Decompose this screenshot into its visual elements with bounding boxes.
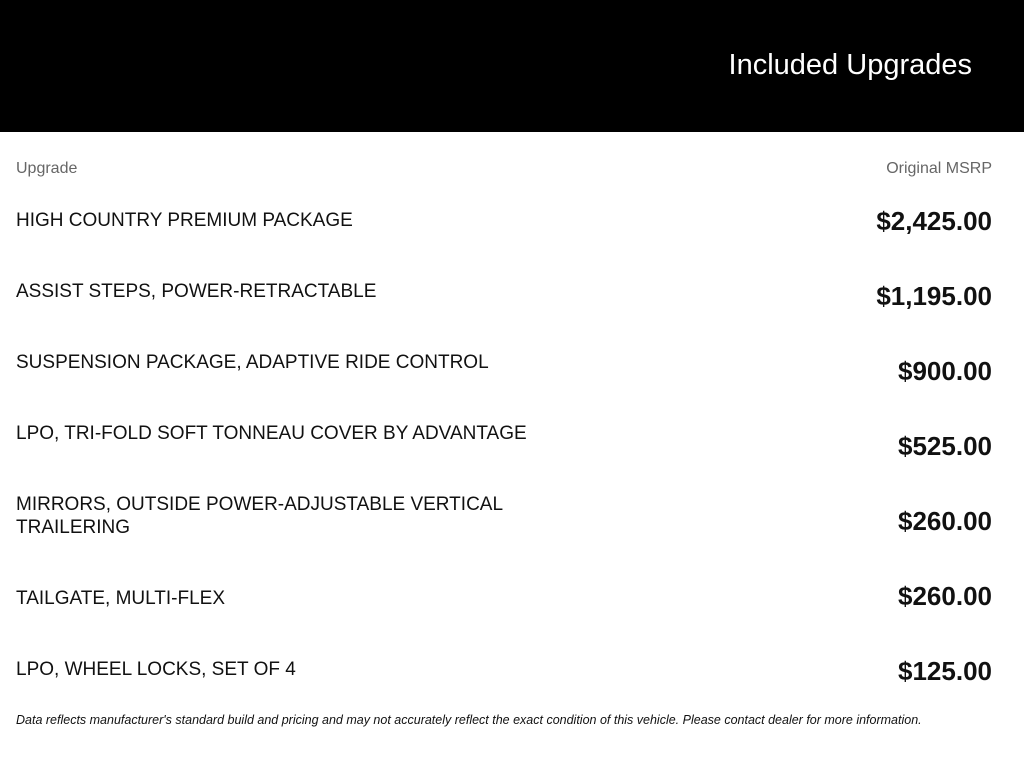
page-title: Included Upgrades xyxy=(728,49,972,81)
upgrade-price: $260.00 xyxy=(898,506,992,536)
disclaimer-text: Data reflects manufacturer's standard build and pricing and may not accurately reflect the exact condition of this vehicle. Please contact dealer for more information. xyxy=(16,713,922,727)
list-item xyxy=(16,493,992,553)
list-item xyxy=(16,581,992,647)
upgrade-price: $125.00 xyxy=(898,656,992,686)
list-item xyxy=(16,206,992,269)
column-header-upgrade: Upgrade xyxy=(16,160,78,177)
column-headers xyxy=(16,160,992,182)
upgrade-price: $1,195.00 xyxy=(876,281,992,311)
list-item xyxy=(16,658,992,718)
upgrade-name: SUSPENSION PACKAGE, ADAPTIVE RIDE CONTROL xyxy=(16,352,489,373)
upgrade-price: $525.00 xyxy=(898,431,992,461)
list-item xyxy=(16,351,992,411)
column-header-msrp: Original MSRP xyxy=(886,160,992,177)
header-bar xyxy=(0,0,1024,132)
upgrade-price: $2,425.00 xyxy=(876,206,992,236)
upgrade-name: HIGH COUNTRY PREMIUM PACKAGE xyxy=(16,210,353,231)
upgrade-price: $900.00 xyxy=(898,356,992,386)
list-item xyxy=(16,280,992,340)
upgrade-name: MIRRORS, OUTSIDE POWER-ADJUSTABLE VERTICAL TRAILERING xyxy=(16,494,503,538)
upgrade-name: ASSIST STEPS, POWER-RETRACTABLE xyxy=(16,281,377,302)
upgrade-name: LPO, WHEEL LOCKS, SET OF 4 xyxy=(16,659,296,680)
upgrade-price: $260.00 xyxy=(898,581,992,611)
upgrade-name: TAILGATE, MULTI-FLEX xyxy=(16,588,226,609)
upgrade-name: LPO, TRI-FOLD SOFT TONNEAU COVER BY ADVANTAGE xyxy=(16,423,527,444)
list-item xyxy=(16,422,992,482)
